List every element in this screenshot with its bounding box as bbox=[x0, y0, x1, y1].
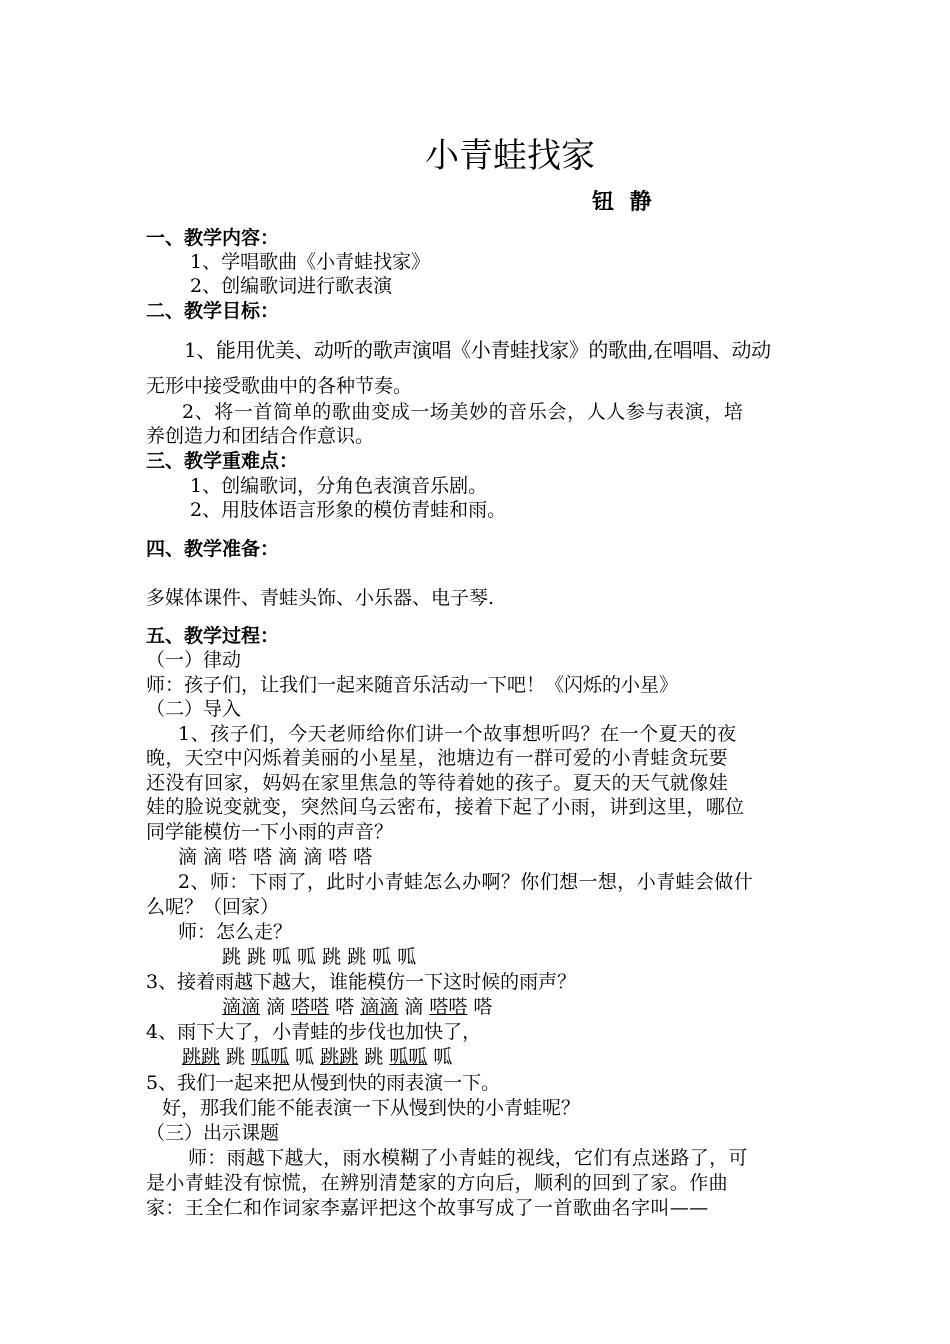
rain-syllable: 嗒嗒 bbox=[291, 996, 330, 1018]
rain-syllable: 滴滴 bbox=[222, 996, 261, 1018]
ending-line-1: 师：雨越下越大，雨水模糊了小青蛙的视线，它们有点迷路了，可 bbox=[188, 1147, 748, 1169]
key-point-1: 1、创编歌词，分角色表演音乐剧。 bbox=[190, 475, 488, 497]
question-4: 4、雨下大了，小青蛙的步伐也加快了， bbox=[146, 1021, 482, 1043]
preparation-text: 多媒体课件、青蛙头饰、小乐器、电子琴. bbox=[146, 587, 495, 609]
goal-2-line-2: 养创造力和团结合作意识。 bbox=[146, 425, 375, 447]
rain-syllable: 滴 bbox=[260, 996, 292, 1018]
section-heading-process: 五、教学过程： bbox=[146, 625, 280, 647]
question-2-line-1: 2、师：下雨了，此时小青蛙怎么办啊？你们想一想，小青蛙会做什 bbox=[178, 871, 754, 893]
rain-sound-1: 滴 滴 嗒 嗒 滴 滴 嗒 嗒 bbox=[178, 846, 373, 868]
goal-2-line-1: 2、将一首简单的歌曲变成一场美妙的音乐会，人人参与表演，培 bbox=[182, 401, 744, 423]
question-3: 3、接着雨越下越大，谁能模仿一下这时候的雨声？ bbox=[146, 971, 577, 993]
rain-syllable: 滴滴 bbox=[360, 996, 399, 1018]
story-line-3: 还没有回家，妈妈在家里焦急的等待着她的孩子。夏天的天气就像娃 bbox=[146, 772, 729, 794]
story-line-2: 晚，天空中闪烁着美丽的小星星，池塘边有一群可爱的小青蛙贪玩要 bbox=[146, 747, 729, 769]
question-5-followup: 好，那我们能不能表演一下从慢到快的小青蛙呢？ bbox=[162, 1097, 581, 1119]
key-point-2: 2、用肢体语言形象的模仿青蛙和雨。 bbox=[190, 499, 507, 521]
rain-syllable: 嗒 bbox=[467, 996, 493, 1018]
goal-1-line-2: 无形中接受歌曲中的各种节奏。 bbox=[146, 375, 413, 397]
ending-line-3: 家：王全仁和作词家李嘉评把这个故事写成了一首歌曲名字叫—— bbox=[146, 1197, 709, 1219]
story-line-5: 同学能模仿一下小雨的声音？ bbox=[146, 821, 394, 843]
rain-syllable: 嗒嗒 bbox=[429, 996, 468, 1018]
rain-syllable: 嗒 bbox=[329, 996, 361, 1018]
author-name: 钮 静 bbox=[592, 190, 656, 215]
jump-syllable: 跳跳 bbox=[182, 1046, 221, 1068]
question-2-line-2: 么呢？（回家） bbox=[146, 896, 280, 918]
question-5: 5、我们一起来把从慢到快的雨表演一下。 bbox=[146, 1072, 501, 1094]
section-heading-goals: 二、教学目标： bbox=[146, 300, 280, 322]
ending-line-2: 是小青蛙没有惊慌，在辨别清楚家的方向后，顺利的回到了家。作曲 bbox=[146, 1172, 729, 1194]
process-part-1: （一）律动 bbox=[146, 649, 242, 671]
jump-syllable: 跳跳 bbox=[320, 1046, 359, 1068]
content-item-2: 2、创编歌词进行歌表演 bbox=[190, 275, 393, 297]
process-part-2: （二）导入 bbox=[146, 698, 242, 720]
frog-jump-1: 跳 跳 呱 呱 跳 跳 呱 呱 bbox=[222, 946, 417, 968]
section-heading-content: 一、教学内容： bbox=[146, 227, 280, 249]
story-line-4: 娃的脸说变就变，突然间乌云密布，接着下起了小雨，讲到这里，哪位 bbox=[146, 796, 745, 818]
jump-syllable: 跳 bbox=[358, 1046, 390, 1068]
section-heading-key-points: 三、教学重难点： bbox=[146, 450, 299, 472]
story-line-1: 1、孩子们，今天老师给你们讲一个故事想听吗？在一个夏天的夜 bbox=[178, 723, 737, 745]
section-heading-preparation: 四、教学准备： bbox=[146, 538, 280, 560]
content-item-1: 1、学唱歌曲《小青蛙找家》 bbox=[190, 251, 431, 273]
jump-syllable: 呱 bbox=[289, 1046, 321, 1068]
question-2-line-3: 师：怎么走？ bbox=[178, 921, 293, 943]
rain-sound-2 bbox=[222, 995, 892, 1020]
process-part-1-text: 师：孩子们，让我们一起来随音乐活动一下吧！《闪烁的小星》 bbox=[146, 674, 679, 696]
jump-syllable: 呱呱 bbox=[251, 1046, 290, 1068]
document-title: 小青蛙找家 bbox=[425, 136, 595, 176]
goal-1-line-1: 1、能用优美、动听的歌声演唱《小青蛙找家》的歌曲,在唱唱、动动 bbox=[184, 338, 771, 362]
jump-syllable: 呱呱 bbox=[389, 1046, 428, 1068]
jump-syllable: 跳 bbox=[220, 1046, 252, 1068]
rain-syllable: 滴 bbox=[398, 996, 430, 1018]
jump-syllable: 呱 bbox=[427, 1046, 453, 1068]
frog-jump-2 bbox=[182, 1045, 852, 1070]
process-part-3: （三）出示课题 bbox=[146, 1122, 280, 1144]
